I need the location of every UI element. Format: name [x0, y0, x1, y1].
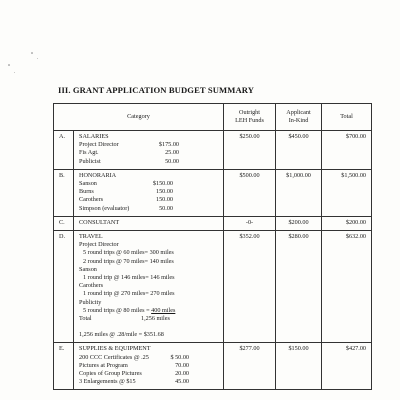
header-applicant-line2: In-Kind: [288, 117, 309, 124]
travel-line: 2 round trips @ 70 miles= 140 miles: [83, 257, 174, 265]
budget-summary-table: [53, 103, 372, 390]
header-category: Category: [54, 104, 224, 131]
leh-funds-value: -0-: [224, 216, 276, 230]
category-title: SUPPLIES & EQUIPMENT: [79, 345, 151, 353]
line-item: Fis Agt. 25.00: [79, 149, 179, 157]
in-kind-value: $450.00: [276, 131, 322, 170]
in-kind-value: $280.00: [276, 231, 322, 343]
line-item: Copies of Group Pictures 20.00: [79, 370, 189, 378]
row-letter: E.: [54, 343, 74, 390]
category-title: HONORARIA: [79, 171, 117, 179]
category-title: CONSULTANT: [79, 218, 120, 226]
line-item: 3 Enlargements @ $15 45.00: [79, 378, 189, 386]
category-cell-consultant: [74, 216, 224, 230]
line-item: Carothers 150.00: [79, 196, 173, 204]
line-item: Burns 150.00: [79, 188, 173, 196]
leh-funds-value: $352.00: [224, 231, 276, 343]
header-total: Total: [322, 104, 372, 131]
section-title: III. GRANT APPLICATION BUDGET SUMMARY: [58, 85, 255, 95]
travel-line: Carothers: [79, 282, 104, 290]
line-item: Project Director $175.00: [79, 141, 179, 149]
in-kind-value: $150.00: [276, 343, 322, 390]
row-letter: D.: [54, 231, 74, 343]
table-row-salaries: [54, 131, 372, 170]
row-letter: C.: [54, 216, 74, 230]
line-item: Pictures at Program 70.00: [79, 361, 189, 369]
leh-funds-value: $277.00: [224, 343, 276, 390]
travel-line: Project Director: [79, 241, 119, 249]
header-applicant-line1: Applicant: [286, 108, 311, 116]
row-letter: B.: [54, 169, 74, 216]
travel-line: Publicity: [79, 298, 102, 306]
table-row-supplies: [54, 343, 372, 390]
total-value: $427.00: [322, 343, 372, 390]
header-outright: [224, 104, 276, 131]
table-row-travel: [54, 231, 372, 343]
travel-line: 1 round trip @ 146 miles= 146 miles: [83, 274, 175, 282]
travel-mileage-calc: 1,256 miles @ .28/mile = $351.68: [79, 331, 164, 339]
travel-line: 5 round trips @ 60 miles= 300 miles: [83, 249, 174, 257]
table-row-honoraria: [54, 169, 372, 216]
travel-line: Sanson: [79, 265, 97, 273]
row-letter: A.: [54, 131, 74, 170]
total-value: $632.00: [322, 231, 372, 343]
total-value: $700.00: [322, 131, 372, 170]
header-outright-line2: LEH Funds: [235, 117, 264, 124]
in-kind-value: $200.00: [276, 216, 322, 230]
line-item: Simpson (evaluator) 50.00: [79, 204, 173, 212]
travel-line: 1 round trip @ 270 miles= 270 miles: [83, 290, 175, 298]
category-cell-honoraria: [74, 169, 224, 216]
line-item: 200 CCC Certificates @ .25 $ 50.00: [79, 353, 189, 361]
category-title: SALARIES: [79, 133, 109, 140]
leh-funds-value: $500.00: [224, 169, 276, 216]
total-value: $200.00: [322, 216, 372, 230]
category-cell-travel: [74, 231, 224, 343]
header-outright-line1: Outright: [239, 108, 260, 116]
table-row-consultant: [54, 216, 372, 230]
in-kind-value: $1,000.00: [276, 169, 322, 216]
total-value: $1,500.00: [322, 169, 372, 216]
category-title: TRAVEL: [79, 233, 103, 241]
leh-funds-value: $250.00: [224, 131, 276, 170]
line-item: Publicist 50.00: [79, 157, 179, 165]
header-applicant: [276, 104, 322, 131]
line-item: Sanson $150.00: [79, 180, 173, 188]
category-cell-supplies: [74, 343, 224, 390]
travel-total-line: Total 1,256 miles: [79, 315, 170, 323]
travel-line: 5 round trips @ 80 miles = 400 miles: [83, 306, 176, 314]
table-header-row: [54, 104, 372, 131]
category-cell-salaries: [74, 131, 224, 170]
